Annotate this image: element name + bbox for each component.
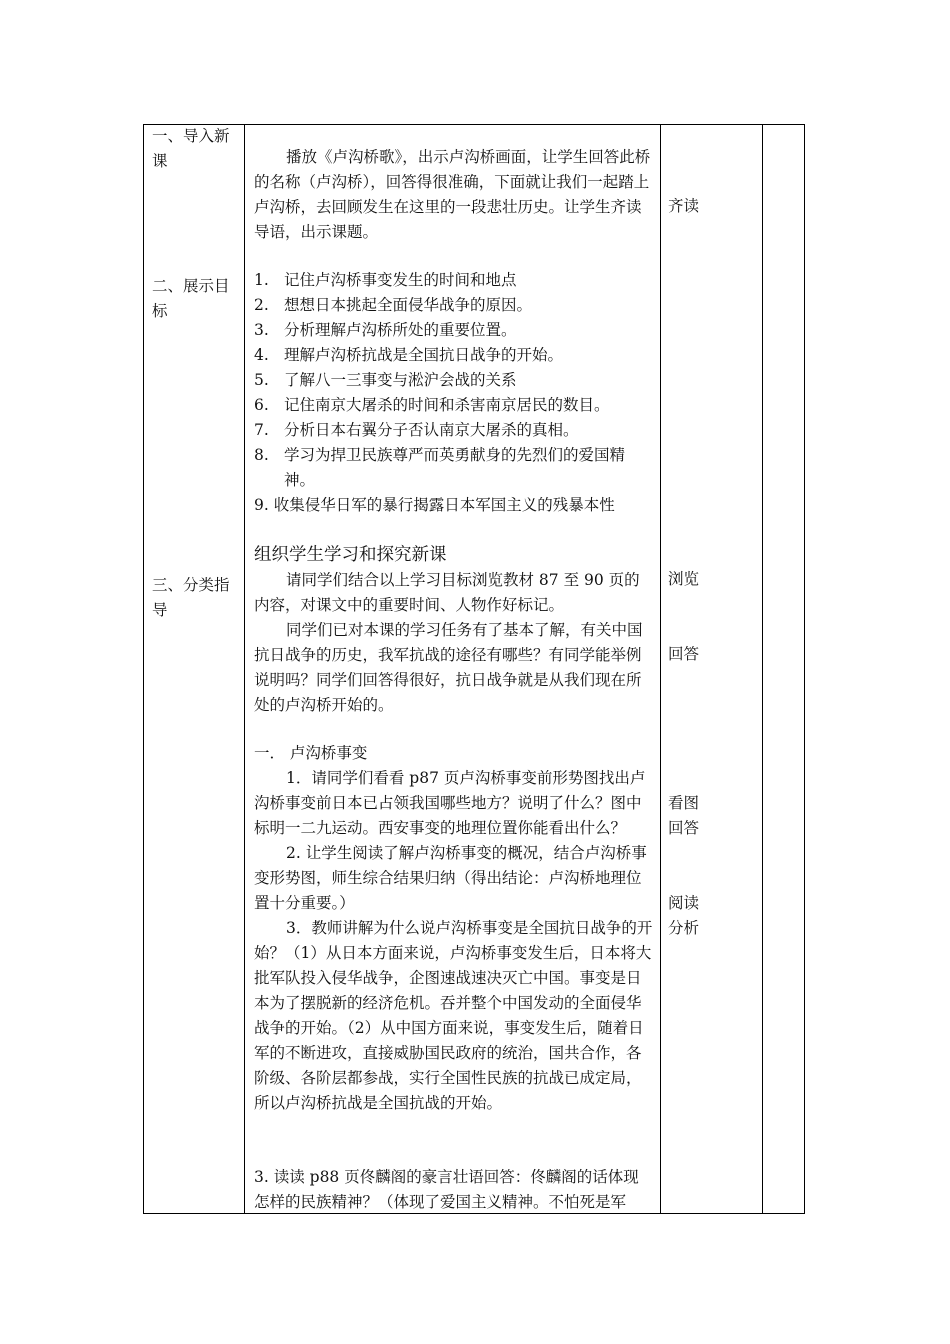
list-item: 8. 学习为捍卫民族尊严而英勇献身的先烈们的爱国精神。 bbox=[254, 446, 626, 489]
activity-answer: 回答 bbox=[668, 645, 700, 663]
section-1-item-1: 1．请同学们看看 p87 页卢沟桥事变前形势图找出卢沟桥事变前日本已占领我国哪些地方？说明了什么？图中标明一二九运动。西安事变的地理位置你能看出什么？ bbox=[254, 769, 646, 837]
section-1-item-4-block bbox=[254, 1165, 654, 1215]
list-item: 4. 理解卢沟桥抗战是全国抗日战争的开始。 bbox=[254, 346, 564, 364]
list-item: 3. 分析理解卢沟桥所处的重要位置。 bbox=[254, 321, 517, 339]
row-label-intro: 一、导入新课 bbox=[152, 127, 230, 170]
section-1-item-2: 2. 让学生阅读了解卢沟桥事变的概况，结合卢沟桥事变形势图，师生综合结果归纳（得出结论：卢沟桥地理位置十分重要。） bbox=[254, 844, 647, 912]
intro-text: 播放《卢沟桥歌》，出示卢沟桥画面，让学生回答此桥的名称（卢沟桥），回答得很准确，下面就让我们一起踏上卢沟桥，去回顾发生在这里的一段悲壮历史。让学生齐读导语，出示课题。 bbox=[254, 148, 651, 241]
table-divider-1 bbox=[244, 124, 245, 1214]
activity-browse: 浏览 bbox=[668, 570, 700, 588]
row-label-guide: 三、分类指导 bbox=[152, 576, 230, 619]
list-item: 7. 分析日本右翼分子否认南京大屠杀的真相。 bbox=[254, 421, 579, 439]
section-1 bbox=[254, 741, 654, 1116]
table-border-top bbox=[143, 124, 805, 125]
list-item: 9. 收集侵华日军的暴行揭露日本军国主义的残暴本性 bbox=[254, 496, 615, 514]
list-item: 1. 记住卢沟桥事变发生的时间和地点 bbox=[254, 271, 517, 289]
row-label-goals: 二、展示目标 bbox=[152, 277, 230, 320]
goals-list bbox=[254, 268, 654, 518]
list-item: 5. 了解八一三事变与淞沪会战的关系 bbox=[254, 371, 517, 389]
table-divider-3 bbox=[762, 124, 763, 1214]
activity-reading: 阅读 bbox=[668, 894, 700, 912]
section-heading: 组织学生学习和探究新课 bbox=[254, 545, 447, 565]
activity-answer-2: 回答 bbox=[668, 819, 700, 837]
guide-paragraph-2: 同学们已对本课的学习任务有了基本了解，有关中国抗日战争的历史，我军抗战的途径有哪些？有同学能举例说明吗？同学们回答得很好，抗日战争就是从我们现在所处的卢沟桥开始的。 bbox=[254, 621, 643, 714]
section-title: 一． 卢沟桥事变 bbox=[254, 744, 368, 762]
table-border-left bbox=[143, 124, 144, 1214]
guide-section bbox=[254, 542, 654, 718]
table-divider-2 bbox=[660, 124, 661, 1214]
activity-read-aloud: 齐读 bbox=[668, 197, 700, 215]
table-border-right bbox=[804, 124, 805, 1214]
section-1-item-3: 3．教师讲解为什么说卢沟桥事变是全国抗日战争的开始？（1）从日本方面来说，卢沟桥事变发生后，日本将大批军队投入侵华战争，企图速战速决灭亡中国。事变是日本为了摆脱新的经济危机。吞并整个中国发动的全面侵华战争的开始。（2）从中国方面来说，事变发生后，随着日军的不断进攻，直接威胁国民政府的统治，国共合作，各阶级、各阶层都参战，实行全国性民族的抗战已成定局，所以卢沟桥抗战是全国抗战的开始。 bbox=[254, 919, 653, 1112]
intro-paragraph bbox=[254, 145, 654, 245]
list-item: 2. 想想日本挑起全面侵华战争的原因。 bbox=[254, 296, 533, 314]
section-1-item-4: 3. 读读 p88 页佟麟阁的豪言壮语回答：佟麟阁的话体现怎样的民族精神？（体现了爱国主义精神。不怕死是军 bbox=[254, 1168, 639, 1211]
activity-analysis: 分析 bbox=[668, 919, 700, 937]
guide-paragraph-1: 请同学们结合以上学习目标浏览教材 87 至 90 页的内容，对课文中的重要时间、人物作好标记。 bbox=[254, 571, 640, 614]
list-item: 6. 记住南京大屠杀的时间和杀害南京居民的数目。 bbox=[254, 396, 610, 414]
activity-view-map: 看图 bbox=[668, 794, 700, 812]
